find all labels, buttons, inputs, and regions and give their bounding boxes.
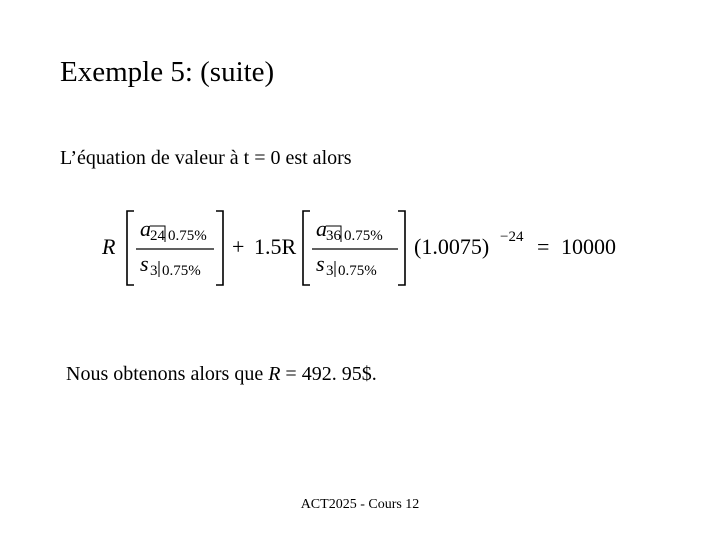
rhs-value: 10000 bbox=[561, 234, 616, 259]
rate-3: 0.75% bbox=[344, 228, 383, 244]
slide-title: Exemple 5: (suite) bbox=[60, 56, 275, 88]
annuity-a-24: a bbox=[140, 216, 151, 241]
term-3a: 3 bbox=[150, 263, 158, 279]
bracket-right-2 bbox=[398, 211, 405, 285]
rate-2: 0.75% bbox=[162, 263, 201, 279]
bracket-right-1 bbox=[216, 211, 223, 285]
term-36: 36 bbox=[326, 228, 341, 244]
term-3b: 3 bbox=[326, 263, 334, 279]
annuity-a-36: a bbox=[316, 216, 327, 241]
coef-r: R bbox=[102, 234, 116, 259]
equals-sign: = bbox=[537, 234, 550, 259]
result-value: = 492. 95$. bbox=[280, 363, 377, 385]
discount-exponent: −24 bbox=[500, 229, 524, 245]
equation-svg bbox=[96, 205, 636, 290]
discount-base: (1.0075) bbox=[414, 234, 490, 259]
result-prefix: Nous obtenons alors que bbox=[66, 363, 269, 385]
bracket-left-2 bbox=[303, 211, 310, 285]
term-24: 24 bbox=[150, 228, 165, 244]
annuity-s-3b: s bbox=[316, 251, 325, 276]
annuity-s-3: s bbox=[140, 251, 149, 276]
bracket-left-1 bbox=[127, 211, 134, 285]
result-text bbox=[66, 360, 377, 388]
plus-sign: + bbox=[232, 234, 245, 259]
intro-text: L’équation de valeur à t = 0 est alors bbox=[60, 147, 352, 169]
rate-1: 0.75% bbox=[168, 228, 207, 244]
coef-1-5r: 1.5R bbox=[254, 234, 297, 259]
slide-footer: ACT2025 - Cours 12 bbox=[300, 497, 420, 512]
value-equation bbox=[96, 205, 636, 290]
rate-4: 0.75% bbox=[338, 263, 377, 279]
result-variable: R bbox=[268, 363, 281, 385]
